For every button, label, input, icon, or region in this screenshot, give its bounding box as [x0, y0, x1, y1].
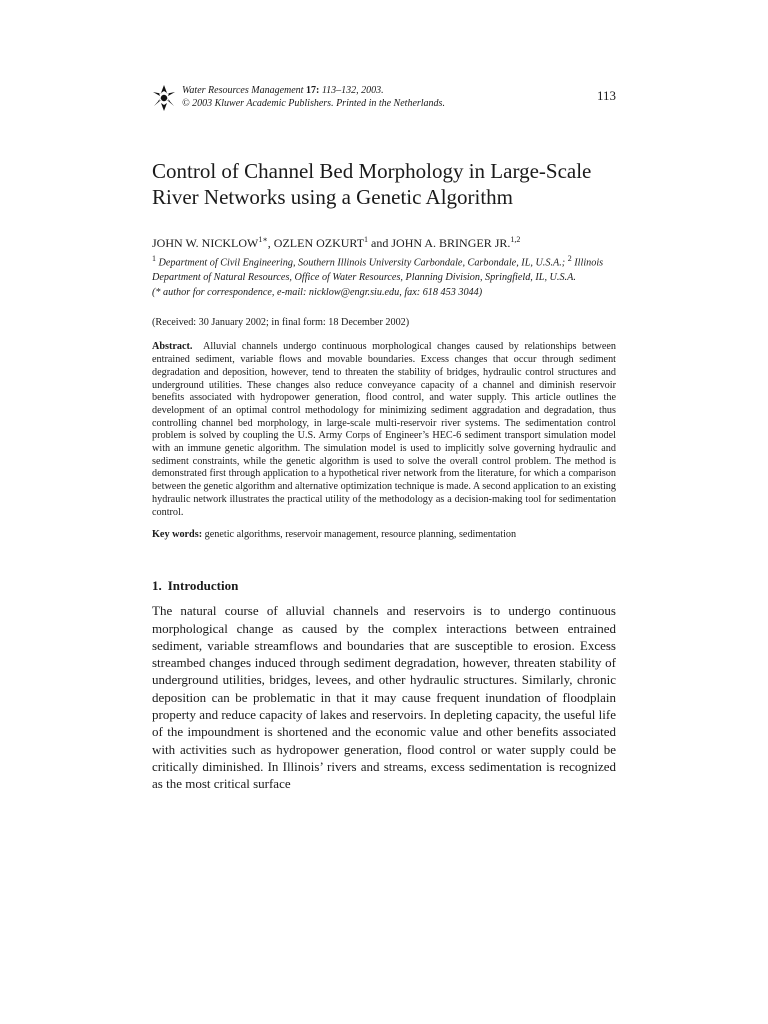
journal-citation — [182, 84, 445, 110]
author-list — [152, 232, 616, 251]
section-heading-introduction — [152, 578, 616, 594]
kluwer-logo-icon — [152, 84, 176, 112]
received-dates: (Received: 30 January 2002; in final form: 18 December 2002) — [152, 317, 410, 329]
affil-2-marker: 2 — [567, 254, 572, 263]
author-2-sup: 1 — [364, 235, 369, 244]
journal-pages: 113–132, 2003. — [321, 85, 384, 96]
author-2: , OZLEN OZKURT — [267, 236, 365, 250]
article-title — [152, 158, 616, 210]
section-title: Introduction — [167, 578, 239, 594]
journal-copyright: © 2003 Kluwer Academic Publishers. Printed in the Netherlands. — [182, 98, 445, 109]
title-line-2: River Networks using a Genetic Algorithm — [152, 185, 514, 209]
affiliation-2: Illinois Department of Natural Resources, Office of Water Resources, Planning Division, Springfield, IL, U.S.A. — [152, 257, 604, 284]
keywords-label: Key words: — [152, 529, 203, 541]
journal-line-1 — [182, 84, 445, 97]
affil-1-marker: 1 — [152, 254, 156, 263]
journal-volume: 17: — [305, 85, 320, 96]
abstract-label: Abstract. — [152, 341, 193, 353]
affiliation-1: Department of Civil Engineering, Southern Illinois University Carbondale, Carbondale, IL, U.S.A.; — [156, 257, 568, 269]
author-3: and JOHN A. BRINGER JR. — [368, 236, 511, 250]
correspondence-note: (* author for correspondence, e-mail: nicklow@engr.siu.edu, fax: 618 453 3044) — [152, 287, 483, 299]
abstract — [152, 341, 616, 519]
keywords — [152, 528, 616, 541]
keywords-text: genetic algorithms, reservoir management, resource planning, sedimentation — [202, 529, 517, 541]
author-1-sup: 1∗ — [258, 235, 268, 244]
article-page — [152, 80, 616, 793]
introduction-paragraph: The natural course of alluvial channels and reservoirs is to undergo continuous morphological change as caused by the complex interactions between entrained sediment, variable streamflows and boundaries that are susceptible to erosion. Excess streambed changes induced through sediment degradation, however, threaten stability of underground utilities, bridges, levees, and other hydraulic structures. Similarly, chronic deposition can be problematic in that it may cause frequent inundation of floodplain property and reduce capacity of lakes and reservoirs. In depleting capacity, the useful life of the impoundment is shortened and the economic value and other benefits associated with activities such as hydropower generation, flood control or water supply could be critically diminished. In Illinois’ rivers and streams, excess sedimentation is recognized as the most critical surface — [152, 603, 616, 792]
abstract-text: Alluvial channels undergo continuous morphological changes caused by relationships between entrained sediment, variable flows and movable boundaries. Excess changes that occur through sediment degradation and deposition, however, tend to threaten the stability of bridges, hydraulic control structures and underground utilities. These changes also reduce conveyance capacity of a channel and diminish reservoir benefits associated with hydropower generation, flood control, and water supply. This article outlines the development of an optimal control methodology for minimizing sediment aggradation and degradation, thus controlling channel bed morphology, in large-scale multi-reservoir river systems. The sedimentation control problem is solved by coupling the U.S. Army Corps of Engineer’s HEC-6 sediment transport simulation model with an immune genetic algorithm. The simulation model is used to implicitly solve governing hydraulic and sediment constraints, while the genetic algorithm is used to solve the overall control problem. The method is demonstrated first through application to a hypothetical river network from the literature, for which a comparison between the genetic algorithm and alternative optimization technique is made. A second application to an existing hydraulic network illustrates the practical utility of the methodology as a decision-making tool for sedimentation control. — [152, 341, 616, 518]
section-number: 1. — [152, 578, 162, 594]
affiliations — [152, 251, 616, 300]
title-line-1: Control of Channel Bed Morphology in Large-Scale — [152, 159, 592, 183]
author-3-sup: 1,2 — [510, 235, 521, 244]
journal-name: Water Resources Management — [182, 85, 304, 96]
author-1: JOHN W. NICKLOW — [152, 236, 259, 250]
page-number: 113 — [596, 88, 616, 103]
journal-header — [152, 80, 616, 120]
